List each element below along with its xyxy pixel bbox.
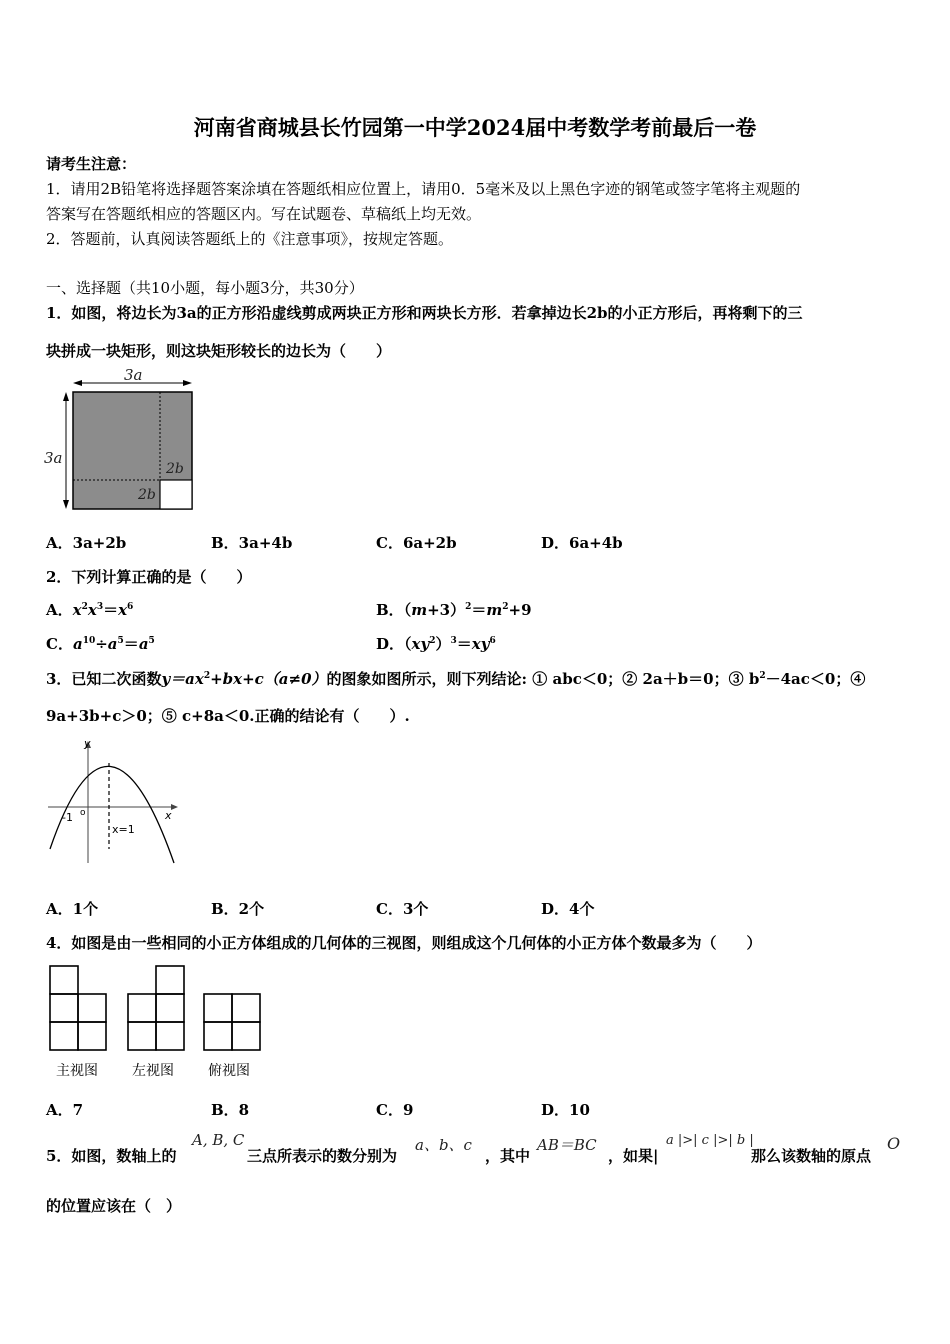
q4-stem: 4．如图是由一些相同的小正方体组成的几何体的三视图，则组成这个几何体的小正方体个数最多为（ ） bbox=[46, 934, 762, 952]
q3-stem-line-1 bbox=[46, 668, 865, 689]
left-view-caption: 左视图 bbox=[132, 1063, 174, 1079]
q2-a-exp-2: 3 bbox=[96, 602, 104, 612]
q3-stem-line-2: 9a+3b+c＞0；⑤ c+8a＜0.正确的结论有（ ）. bbox=[46, 707, 410, 725]
q2-d-base: xy bbox=[411, 635, 430, 653]
q4-option-a[interactable]: A．7 bbox=[46, 1101, 84, 1119]
q3-function-rest: +bx+c（a≠0） bbox=[210, 670, 327, 688]
q1-figure bbox=[40, 365, 210, 515]
q2-option-a-label: A． bbox=[46, 601, 73, 619]
q2-b-exp-2: 2 bbox=[502, 602, 509, 612]
notice-line-2: 2．答题前，认真阅读答题纸上的《注意事项》，按规定答题。 bbox=[46, 230, 454, 248]
q3-axis-label: x=1 bbox=[112, 823, 135, 836]
fig-label-right: 2b bbox=[166, 461, 184, 477]
q2-c-base-3: a bbox=[138, 635, 149, 653]
q3-y-label: y bbox=[84, 737, 91, 750]
q2-a-equals: ＝ bbox=[103, 601, 119, 619]
q2-option-c-label: C． bbox=[46, 635, 73, 653]
q2-c-equals: ＝ bbox=[123, 635, 139, 653]
q2-c-exp-1: 10 bbox=[82, 636, 96, 646]
q2-option-b-label: B． bbox=[376, 601, 404, 619]
q3-neg1-label: -1 bbox=[62, 811, 73, 824]
q2-option-a[interactable] bbox=[46, 599, 133, 620]
q2-d-result: xy bbox=[471, 635, 490, 653]
q3-function-exp: 2 bbox=[203, 671, 211, 681]
fig-label-top: 3a bbox=[124, 366, 143, 384]
q2-b-exp: 2 bbox=[465, 602, 472, 612]
q2-a-base-2: x bbox=[87, 601, 97, 619]
front-view-caption: 主视图 bbox=[56, 1063, 98, 1079]
q5-values: a、b、c bbox=[415, 1136, 472, 1154]
q1-stem-line-1: 1．如图，将边长为3a的正方形沿虚线剪成两块正方形和两块长方形．若拿掉边长2b的小正方形后，再将剩下的三 bbox=[46, 304, 803, 322]
q1-stem-line-2: 块拼成一块矩形，则这块矩形较长的边长为（ ） bbox=[46, 342, 392, 360]
q1-option-a[interactable]: A．3a+2b bbox=[46, 534, 127, 552]
q2-a-base-3: x bbox=[118, 601, 128, 619]
q3-option-d[interactable]: D．4个 bbox=[541, 900, 595, 918]
q2-d-exp-2: 3 bbox=[450, 636, 457, 646]
q4-option-c[interactable]: C．9 bbox=[376, 1101, 414, 1119]
q2-b-equals: ＝ bbox=[471, 601, 487, 619]
q2-b-paren: （ bbox=[403, 601, 412, 619]
q5-part-2: 三点所表示的数分别为 bbox=[247, 1147, 398, 1165]
q2-c-base-1: a bbox=[72, 635, 83, 653]
q3-conclusions-end: －4ac＜0；④ bbox=[765, 670, 866, 688]
q3-option-c[interactable]: C．3个 bbox=[376, 900, 429, 918]
q2-option-c[interactable] bbox=[46, 633, 155, 654]
q2-d-paren-close: ） bbox=[435, 635, 451, 653]
notice-heading: 请考生注意： bbox=[46, 155, 137, 173]
q5-part-1: 5．如图，数轴上的 bbox=[46, 1147, 177, 1165]
q1-option-b[interactable]: B．3a+4b bbox=[211, 534, 293, 552]
q3-x-label: x bbox=[165, 809, 172, 822]
q2-stem: 2．下列计算正确的是（ ） bbox=[46, 568, 252, 586]
q3-origin-label: o bbox=[80, 808, 86, 818]
parabola-graph bbox=[44, 737, 184, 867]
q4-option-d[interactable]: D．10 bbox=[541, 1101, 590, 1119]
q4-three-views-figure bbox=[44, 962, 268, 1086]
section-heading: 一、选择题（共10小题，每小题3分，共30分） bbox=[46, 279, 364, 297]
q2-a-exp-1: 2 bbox=[81, 602, 88, 612]
notice-line-1: 1．请用2B铅笔将选择题答案涂填在答题纸相应位置上，请用0．5毫米及以上黑色字迹的钢笔或签字笔将主观题的 bbox=[46, 180, 801, 198]
q3-function: y＝ax bbox=[161, 670, 204, 688]
q5-abs-inequality: a |>| c |>| b | bbox=[666, 1133, 754, 1148]
q5-stem-line-2: 的位置应该在（ ） bbox=[46, 1197, 182, 1215]
q2-d-paren-open: （ bbox=[404, 635, 412, 653]
page-title: 河南省商城县长竹园第一中学2024届中考数学考前最后一卷 bbox=[193, 115, 757, 140]
q2-d-equals: ＝ bbox=[456, 635, 472, 653]
q1-option-c[interactable]: C．6a+2b bbox=[376, 534, 457, 552]
q5-origin: O bbox=[887, 1134, 901, 1153]
q2-c-base-2: a bbox=[107, 635, 118, 653]
q3-conclusions: 的图象如图所示，则下列结论: ① abc＜0；② 2a＋b＝0；③ b bbox=[326, 670, 760, 688]
q2-d-exp-1: 2 bbox=[429, 636, 436, 646]
q5-part-5: 那么该数轴的原点 bbox=[751, 1147, 872, 1165]
fig-label-bottom: 2b bbox=[138, 487, 156, 503]
q5-points: A, B, C bbox=[192, 1131, 245, 1149]
q2-d-exp-3: 6 bbox=[489, 636, 496, 646]
q3-parabola-figure bbox=[44, 737, 184, 867]
q2-a-exp-3: 6 bbox=[127, 602, 134, 612]
q5-part-3: ，其中 bbox=[485, 1147, 531, 1165]
q2-b-tail: +9 bbox=[508, 601, 532, 619]
q3-intro: 3．已知二次函数 bbox=[46, 670, 162, 688]
q2-option-b[interactable] bbox=[376, 599, 532, 620]
q2-option-d[interactable] bbox=[376, 633, 496, 654]
q5-equation: AB＝BC bbox=[537, 1136, 597, 1154]
q2-b-var: m bbox=[411, 601, 428, 619]
q1-option-d[interactable]: D．6a+4b bbox=[541, 534, 623, 552]
square-cut-diagram bbox=[40, 365, 210, 515]
q3-option-a[interactable]: A．1个 bbox=[46, 900, 99, 918]
q2-c-exp-2: 5 bbox=[117, 636, 124, 646]
notice-line-1b: 答案写在答题纸相应的答题区内。写在试题卷、草稿纸上均无效。 bbox=[46, 205, 482, 223]
fig-label-left: 3a bbox=[44, 449, 63, 467]
q4-option-b[interactable]: B．8 bbox=[211, 1101, 250, 1119]
q2-c-exp-3: 5 bbox=[148, 636, 155, 646]
q2-b-var-2: m bbox=[486, 601, 503, 619]
q3-b-exp: 2 bbox=[759, 671, 766, 681]
top-view-caption: 俯视图 bbox=[208, 1063, 250, 1079]
q2-a-base-1: x bbox=[72, 601, 82, 619]
q3-option-b[interactable]: B．2个 bbox=[211, 900, 265, 918]
q5-part-4: ，如果| bbox=[608, 1147, 659, 1165]
q2-b-plus: +3） bbox=[427, 601, 466, 619]
q2-c-divide: ÷ bbox=[95, 635, 108, 653]
q2-option-d-label: D． bbox=[376, 635, 405, 653]
